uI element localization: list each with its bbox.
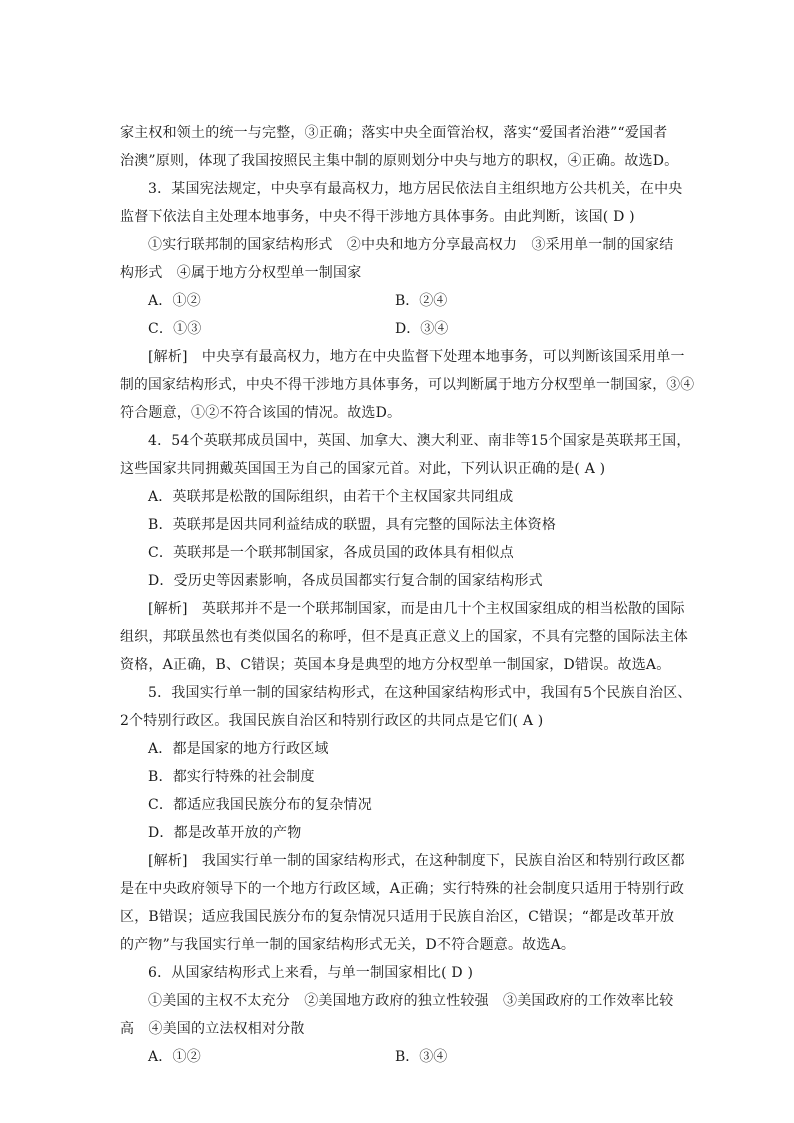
question-4-stem: 4．54个英联邦成员国中，英国、加拿大、澳大利亚、南非等15个国家是英联邦王国， [148, 433, 691, 449]
text-line: 组织，邦联虽然也有类似国名的称呼，但不是真正意义上的国家，不具有完整的国际法主体 [120, 629, 688, 645]
question-6-stem: 6．从国家结构形式上来看，与单一制国家相比( D ) [148, 965, 474, 981]
text-line: 监督下依法自主处理本地事务，中央不得干涉地方具体事务。由此判断，该国( D ) [120, 209, 635, 225]
option-b: B．都实行特殊的社会制度 [148, 769, 315, 785]
option-c: C．英联邦是一个联邦制国家，各成员国的政体具有相似点 [148, 545, 514, 561]
analysis-line: [解析] 中央享有最高权力，地方在中央监督下处理本地事务，可以判断该国采用单一 [148, 349, 685, 365]
text-line: 2个特别行政区。我国民族自治区和特别行政区的共同点是它们( A ) [120, 713, 544, 729]
analysis-line: [解析] 英联邦并不是一个联邦制国家，而是由几十个主权国家组成的相当松散的国际 [148, 601, 685, 617]
text-line: 资格，A正确，B、C错误；英国本身是典型的地方分权型单一制国家，D错误。故选A。 [120, 657, 671, 673]
text-line: 是在中央政府领导下的一个地方行政区域，A正确；实行特殊的社会制度只适用于特别行政 [120, 881, 685, 897]
option-b: B．③④ [395, 1049, 448, 1065]
text-line: ①实行联邦制的国家结构形式 ②中央和地方分享最高权力 ③采用单一制的国家结 [148, 237, 674, 253]
text-line: 符合题意，①②不符合该国的情况。故选D。 [120, 405, 402, 421]
option-b: B．②④ [395, 293, 448, 309]
option-d: D．都是改革开放的产物 [148, 825, 302, 841]
question-5-stem: 5．我国实行单一制的国家结构形式，在这种国家结构形式中，我国有5个民族自治区、 [148, 685, 692, 701]
text-line: 治澳”原则，体现了我国按照民主集中制的原则划分中央与地方的职权，④正确。故选D。 [120, 153, 679, 169]
text-line: ①美国的主权不太充分 ②美国地方政府的独立性较强 ③美国政府的工作效率比较 [148, 993, 674, 1009]
text-line: 制的国家结构形式，中央不得干涉地方具体事务，可以判断属于地方分权型单一制国家，③④ [120, 377, 695, 393]
analysis-line: [解析] 我国实行单一制的国家结构形式，在这种制度下，民族自治区和特别行政区都 [148, 853, 685, 869]
option-d: D．③④ [395, 321, 449, 337]
text-line: 家主权和领土的统一与完整，③正确；落实中央全面管治权，落实“爱国者治港”“爱国者 [120, 125, 668, 141]
option-a: A．英联邦是松散的国际组织，由若干个主权国家共同组成 [148, 489, 514, 505]
option-a: A．①② [148, 1049, 201, 1065]
text-line: 的产物”与我国实行单一制的国家结构形式无关，D不符合题意。故选A。 [120, 937, 576, 953]
text-line: 构形式 ④属于地方分权型单一制国家 [120, 265, 362, 281]
text-line: 区，B错误；适应我国民族分布的复杂情况只适用于民族自治区，C错误；“都是改革开放 [120, 909, 675, 925]
question-3-stem: 3．某国宪法规定，中央享有最高权力，地方居民依法自主组织地方公共机关，在中央 [148, 181, 683, 197]
option-c: C．①③ [148, 321, 202, 337]
option-b: B．英联邦是因共同利益结成的联盟，具有完整的国际法主体资格 [148, 517, 557, 533]
option-a: A．①② [148, 293, 201, 309]
option-a: A．都是国家的地方行政区域 [148, 741, 329, 757]
option-c: C．都适应我国民族分布的复杂情况 [148, 797, 372, 813]
option-d: D．受历史等因素影响，各成员国都实行复合制的国家结构形式 [148, 573, 543, 589]
text-line: 高 ④美国的立法权相对分散 [120, 1021, 305, 1037]
text-line: 这些国家共同拥戴英国国王为自己的国家元首。对此，下列认识正确的是( A ) [120, 461, 606, 477]
